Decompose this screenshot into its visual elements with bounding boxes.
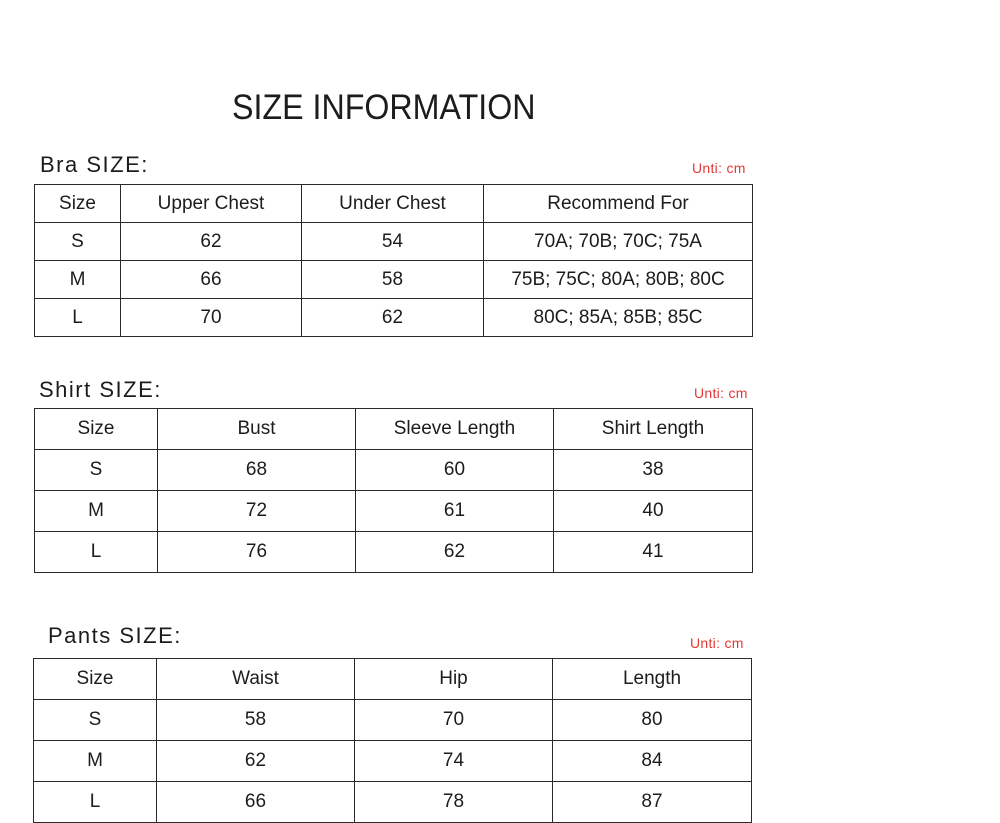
table-cell: L [35,299,121,337]
table-cell: M [35,261,121,299]
table-row [35,491,753,532]
table-cell: 62 [302,299,484,337]
shirt-size-heading: Shirt SIZE: [39,377,162,402]
table-row [35,532,753,573]
table-cell: 72 [158,491,356,532]
table-header-row [35,409,753,450]
table-cell: 60 [356,450,554,491]
bra-size-heading: Bra SIZE: [40,152,149,177]
column-header: Size [35,409,158,450]
table-cell: 54 [302,223,484,261]
table-cell: 70A; 70B; 70C; 75A [484,223,753,261]
table-cell: 61 [356,491,554,532]
table-cell: L [34,782,157,823]
table-cell: 58 [302,261,484,299]
table-row [34,741,752,782]
table-row [35,450,753,491]
table-header-row [34,659,752,700]
table-cell: 80C; 85A; 85B; 85C [484,299,753,337]
table-cell: 58 [157,700,355,741]
bra-unit-label: Unti: cm [692,160,746,176]
pants-size-table [33,658,752,823]
table-cell: 78 [355,782,553,823]
table-cell: 74 [355,741,553,782]
table-cell: 40 [554,491,753,532]
column-header: Shirt Length [554,409,753,450]
table-cell: L [35,532,158,573]
table-row [34,700,752,741]
table-cell: 38 [554,450,753,491]
table-cell: 66 [157,782,355,823]
page-title: SIZE INFORMATION [232,88,536,127]
column-header: Upper Chest [121,185,302,223]
column-header: Bust [158,409,356,450]
table-cell: 87 [553,782,752,823]
column-header: Waist [157,659,355,700]
table-cell: 70 [355,700,553,741]
table-row [34,782,752,823]
pants-size-heading: Pants SIZE: [48,623,182,648]
table-cell: 62 [157,741,355,782]
bra-size-table [34,184,753,337]
table-cell: S [34,700,157,741]
column-header: Recommend For [484,185,753,223]
shirt-size-table [34,408,753,573]
column-header: Size [35,185,121,223]
table-cell: S [35,450,158,491]
table-header-row [35,185,753,223]
table-cell: 80 [553,700,752,741]
table-cell: 62 [356,532,554,573]
table-cell: 76 [158,532,356,573]
table-cell: M [35,491,158,532]
column-header: Sleeve Length [356,409,554,450]
table-cell: 68 [158,450,356,491]
table-row [35,261,753,299]
column-header: Length [553,659,752,700]
table-row [35,223,753,261]
table-cell: M [34,741,157,782]
table-row [35,299,753,337]
column-header: Under Chest [302,185,484,223]
table-cell: 70 [121,299,302,337]
shirt-unit-label: Unti: cm [694,385,748,401]
column-header: Hip [355,659,553,700]
table-cell: 84 [553,741,752,782]
table-cell: 41 [554,532,753,573]
table-cell: 62 [121,223,302,261]
table-cell: 75B; 75C; 80A; 80B; 80C [484,261,753,299]
pants-unit-label: Unti: cm [690,635,744,651]
column-header: Size [34,659,157,700]
table-cell: 66 [121,261,302,299]
table-cell: S [35,223,121,261]
